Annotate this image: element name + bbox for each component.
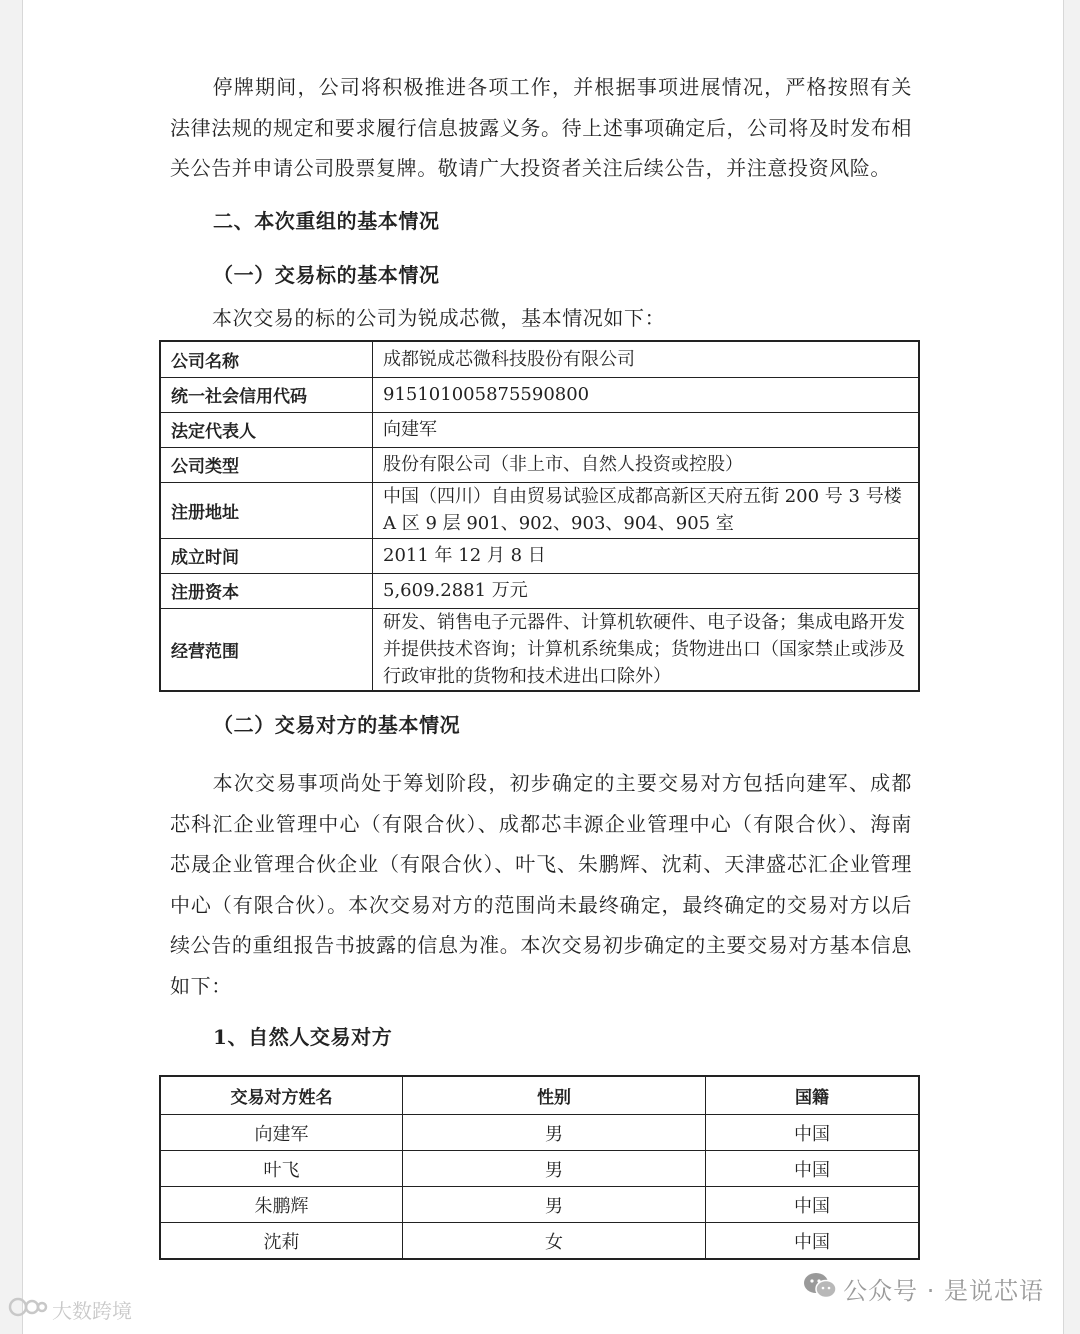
field-value: 研发、销售电子元器件、计算机软硬件、电子设备；集成电路开发并提供技术咨询；计算机系统集成；货物进出口（国家禁止或涉及行政审批的货物和技术进出口除外） xyxy=(373,608,920,691)
column-header: 国籍 xyxy=(706,1076,920,1115)
field-label: 公司名称 xyxy=(160,341,373,377)
table-cell: 沈莉 xyxy=(160,1223,403,1260)
table-row xyxy=(160,608,919,691)
table-cell: 中国 xyxy=(706,1223,920,1260)
field-label: 经营范围 xyxy=(160,608,373,691)
field-label: 公司类型 xyxy=(160,447,373,482)
subsection-title-counterparty: （二）交易对方的基本情况 xyxy=(213,713,461,737)
field-value: 2011 年 12 月 8 日 xyxy=(373,538,920,573)
field-value: 成都锐成芯微科技股份有限公司 xyxy=(373,341,920,377)
table-cell: 男 xyxy=(403,1115,706,1151)
table-row xyxy=(160,538,919,573)
natural-person-table xyxy=(159,1075,920,1260)
corner-watermark-text: 大数跨境 xyxy=(52,1299,132,1323)
field-value: 中国（四川）自由贸易试验区成都高新区天府五街 200 号 3 号楼 A 区 9 层 901、902、903、904、905 室 xyxy=(373,482,920,538)
table-cell: 男 xyxy=(403,1151,706,1187)
table-row xyxy=(160,341,919,377)
table-cell: 女 xyxy=(403,1223,706,1260)
subsection-title-target: （一）交易标的基本情况 xyxy=(213,263,440,287)
wechat-icon xyxy=(803,1272,837,1306)
table-row xyxy=(160,1115,919,1151)
table-row xyxy=(160,412,919,447)
column-header: 交易对方姓名 xyxy=(160,1076,403,1115)
field-label: 法定代表人 xyxy=(160,412,373,447)
company-info-table xyxy=(159,340,920,692)
table-cell: 中国 xyxy=(706,1115,920,1151)
table-row xyxy=(160,1151,919,1187)
table-row xyxy=(160,377,919,412)
target-intro: 本次交易的标的公司为锐成芯微，基本情况如下： xyxy=(212,306,666,330)
subsection-title-natural-person: 1、自然人交易对方 xyxy=(213,1025,393,1049)
table-row xyxy=(160,482,919,538)
field-label: 统一社会信用代码 xyxy=(160,377,373,412)
table-header-row xyxy=(160,1076,919,1115)
wechat-watermark xyxy=(803,1271,1044,1306)
table-cell: 向建军 xyxy=(160,1115,403,1151)
paragraph-counterparty: 本次交易事项尚处于筹划阶段，初步确定的主要交易对方包括向建军、成都芯科汇企业管理中心（有限合伙）、成都芯丰源企业管理中心（有限合伙）、海南芯晟企业管理合伙企业（有限合伙）、叶飞、朱鹏辉、沈莉、天津盛芯汇企业管理中心（有限合伙）。本次交易对方的范围尚未最终确定，最终确定的交易对方以后续公告的重组报告书披露的信息为准。本次交易初步确定的主要交易对方基本信息如下： xyxy=(170,771,912,998)
wechat-watermark-text: 公众号 · 是说芯语 xyxy=(843,1277,1044,1305)
field-value: 向建军 xyxy=(373,412,920,447)
column-header: 性别 xyxy=(403,1076,706,1115)
corner-watermark xyxy=(8,1295,132,1324)
paragraph-suspension: 停牌期间，公司将积极推进各项工作，并根据事项进展情况，严格按照有关法律法规的规定和要求履行信息披露义务。待上述事项确定后，公司将及时发布相关公告并申请公司股票复牌。敬请广大投资者关注后续公告，并注意投资风险。 xyxy=(170,75,912,181)
field-value: 股份有限公司（非上市、自然人投资或控股） xyxy=(373,447,920,482)
brand-logo-icon xyxy=(8,1295,48,1324)
section-title: 二、本次重组的基本情况 xyxy=(213,209,440,233)
field-label: 注册地址 xyxy=(160,482,373,538)
field-value: 915101005875590800 xyxy=(373,377,920,412)
table-row xyxy=(160,447,919,482)
table-cell: 中国 xyxy=(706,1187,920,1223)
table-cell: 叶飞 xyxy=(160,1151,403,1187)
table-cell: 中国 xyxy=(706,1151,920,1187)
field-value: 5,609.2881 万元 xyxy=(373,573,920,608)
table-row xyxy=(160,573,919,608)
field-label: 成立时间 xyxy=(160,538,373,573)
table-cell: 朱鹏辉 xyxy=(160,1187,403,1223)
table-row xyxy=(160,1223,919,1260)
field-label: 注册资本 xyxy=(160,573,373,608)
table-cell: 男 xyxy=(403,1187,706,1223)
table-row xyxy=(160,1187,919,1223)
